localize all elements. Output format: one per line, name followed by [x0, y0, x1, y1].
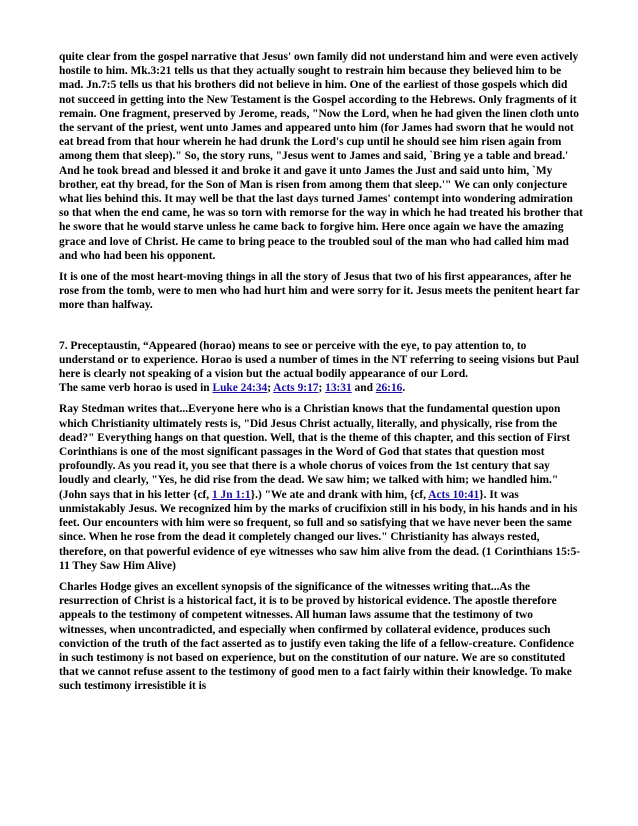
- link-acts-26-16[interactable]: 26:16: [375, 382, 403, 395]
- link-1-jn-1-1[interactable]: 1 Jn 1:1: [212, 488, 251, 501]
- stedman-text-part-1: Ray Stedman writes that...Everyone here who is a Christian knows that the fundamental question upon which Christianity ultimately rests is, "Did Jesus Christ actually, literally, and physically, rise from the dead?" Everything hangs on that question. Well, that is the theme of this chapter, and this section of First Corinthians is one of the most significant passages in the Word of God that states that question most profoundly. As you read it, you see that there is a whole chorus of voices from the 1st century that say loudly and clearly, "Yes, he did rise from the dead. We saw him; we talked with him; we handled him." (John says that in his letter {cf,: [59, 403, 571, 501]
- document-page: [59, 50, 583, 701]
- paragraph-charles-hodge: Charles Hodge gives an excellent synopsis of the significance of the witnesses writing that...As the resurrection of Christ is a historical fact, it is to be proved by historical evidence. The apostle therefore appeals to the testimony of competent witnesses. All human laws assume that the testimony of two witnesses, when uncontradicted, and especially when confirmed by collateral evidence, produces such conviction of the truth of the fact asserted as to justify even taking the life of a fellow-creature. Confidence in such testimony is not based on experience, but on the constitution of our nature. We are so constituted that we cannot refuse assent to the testimony of good men to a fact fairly within their knowledge. To make such testimony irresistible it is: [59, 580, 574, 693]
- link-acts-10-41[interactable]: Acts 10:41: [428, 488, 480, 501]
- link-luke-24-34[interactable]: Luke 24:34: [212, 382, 268, 395]
- separator-text: ;: [318, 382, 326, 395]
- link-acts-9-17[interactable]: Acts 9:17: [273, 382, 319, 395]
- paragraph-ray-stedman: [59, 402, 583, 572]
- horao-intro-text: The same verb horao is used in: [59, 382, 213, 395]
- paragraph-first-appearances: It is one of the most heart-moving things in all the story of Jesus that two of his first appearances, after he rose from the tomb, were to men who had hurt him and were sorry for it. Jesus meets the penitent heart far more than halfway.: [59, 271, 580, 312]
- paragraph-verb-horao: [59, 381, 583, 395]
- separator-text: and: [351, 382, 376, 395]
- end-punctuation: .: [402, 382, 406, 395]
- link-acts-13-31[interactable]: 13:31: [325, 382, 352, 395]
- paragraph-preceptaustin: 7. Preceptaustin, “Appeared (horao) means to see or perceive with the eye, to pay attention to, to understand or to experience. Horao is used a number of times in the NT referring to seeing visions but Paul here is clearly not speaking of a vision but the actual bodily appearance of our Lord.: [59, 339, 579, 381]
- stedman-text-part-3: }. It was unmistakably Jesus. We recognized him by the marks of crucifixion still in his body, in his hands and in his feet. Our encounters with him were so frequent, so full and so satisfying that we have never been the same since. When he rose from the dead it completely changed our lives." Christianity has always rested, therefore, on that powerful evidence of eye witnesses who saw him alive from the dead. (1 Corinthians 15:5-11 They Saw Him Alive): [59, 488, 581, 572]
- paragraph-family-hostility: quite clear from the gospel narrative that Jesus' own family did not understand him and were even actively hostile to him. Mk.3:21 tells us that they actually sought to restrain him because they believed him to be mad. Jn.7:5 tells us that his brothers did not believe in him. One of the earliest of those gospels which did not succeed in getting into the New Testament is the Gospel according to the Hebrews. Only fragments of it remain. One fragment, preserved by Jerome, reads, "Now the Lord, when he had given the linen cloth unto the servant of the priest, went unto James and appeared unto him (for James had sworn that he would not eat bread from that hour wherein he had drunk the Lord's cup until he should see him risen again from among them that sleep)." So, the story runs, "Jesus went to James and said, `Bring ye a table and bread.' And he took bread and blessed it and broke it and gave it unto James the Just and said unto him, `My brother, eat thy bread, for the Son of Man is risen from among them that sleep.'" We can only conjecture what lies behind this. It may well be that the last days turned James' contempt into wondering admiration so that when the end came, he was so torn with remorse for the way in which he had treated his brother that he swore that he would starve unless he came back to forgive him. Here once again we have the amazing grace and love of Christ. He came to bring peace to the troubled soul of the man who had called him mad and who had been his opponent.: [59, 51, 583, 262]
- separator-text: ;: [267, 382, 274, 395]
- stedman-text-part-2: }.) "We ate and drank with him, {cf,: [250, 488, 429, 501]
